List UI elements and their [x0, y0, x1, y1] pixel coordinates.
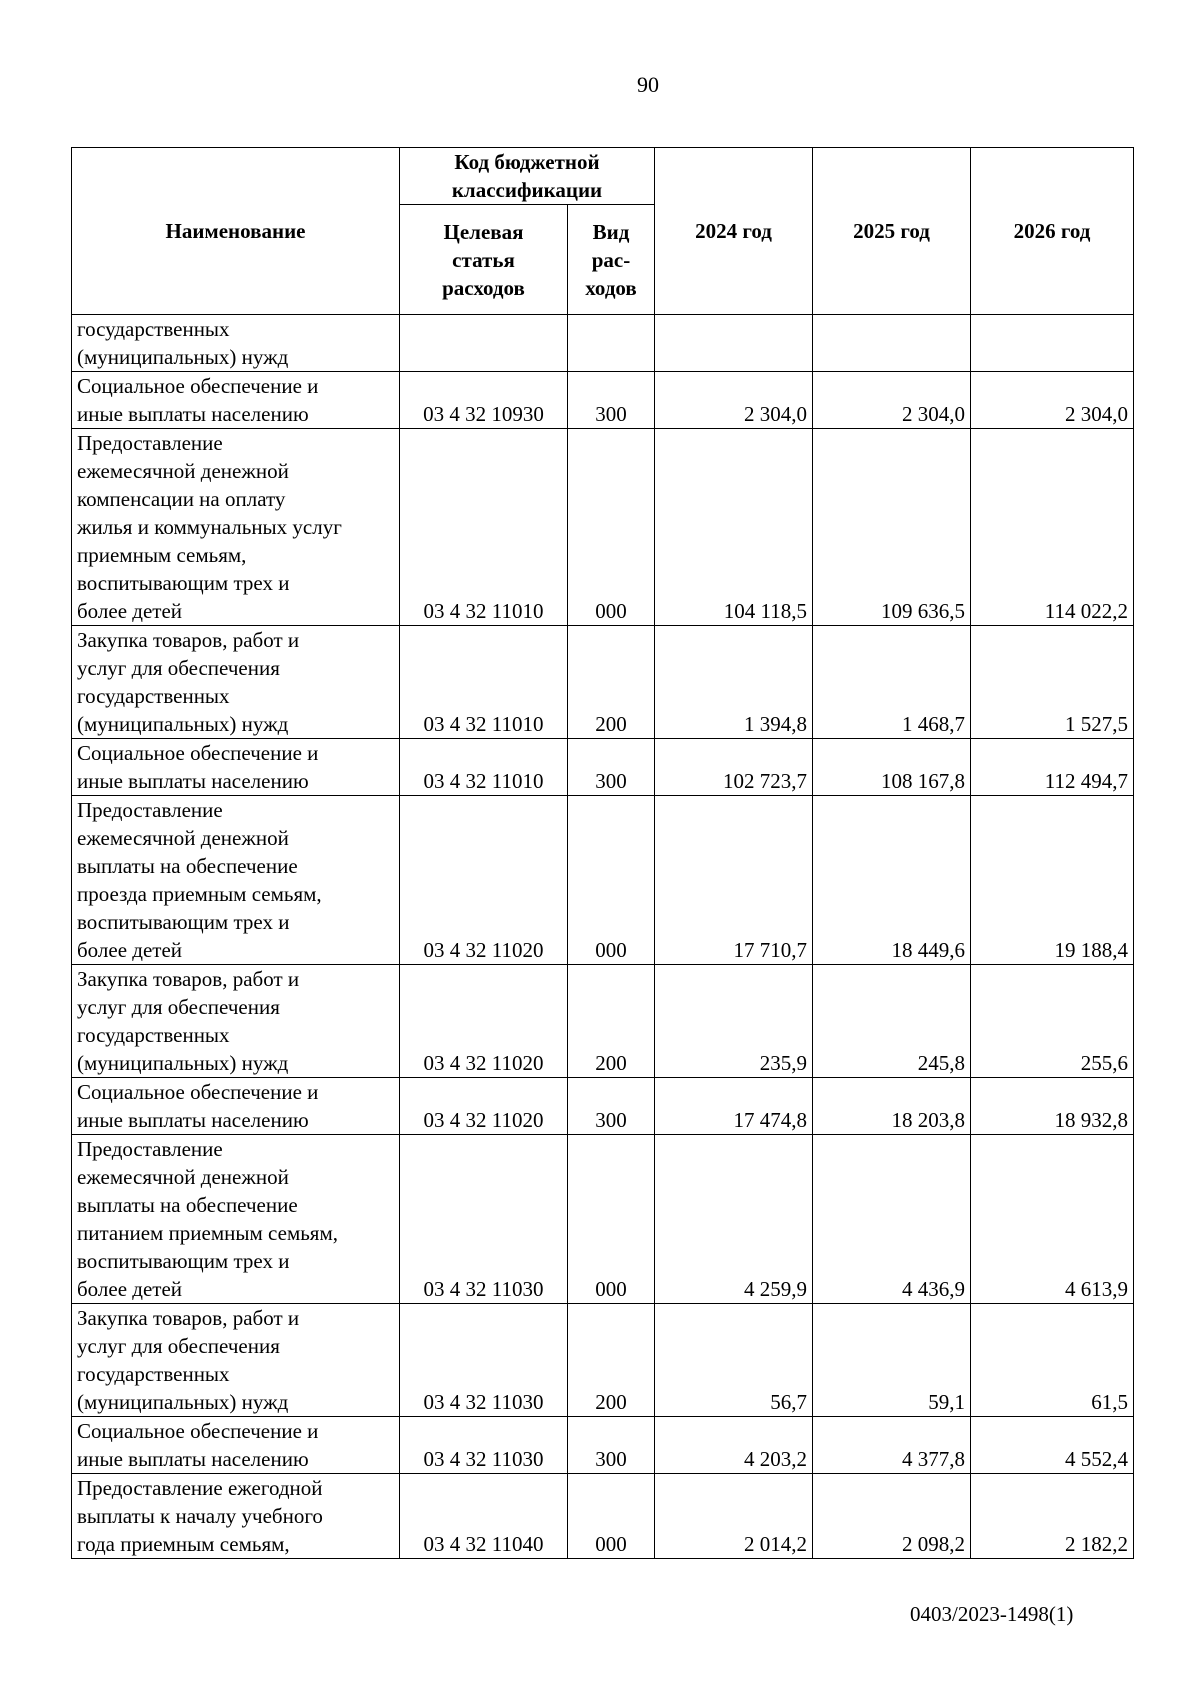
row-name-line: государственных — [77, 1023, 230, 1047]
row-name-line: выплаты на обеспечение — [77, 854, 298, 878]
row-value-2025: 4 436,9 — [813, 1135, 971, 1304]
row-name-line: Закупка товаров, работ и — [77, 967, 300, 991]
row-expense-type: 300 — [568, 739, 655, 796]
header-target-article-line: Целевая — [443, 219, 524, 244]
row-value-2025: 59,1 — [813, 1304, 971, 1417]
table-row — [72, 429, 1134, 626]
table-row — [72, 372, 1134, 429]
row-value-2024: 1 394,8 — [655, 626, 813, 739]
row-name-line: услуг для обеспечения — [77, 656, 280, 680]
row-target-article: 03 4 32 11030 — [400, 1135, 568, 1304]
row-value-2026: 2 304,0 — [971, 372, 1134, 429]
row-name-line: воспитывающим трех и — [77, 571, 290, 595]
header-code-group-line: классификации — [451, 178, 603, 202]
row-target-article: 03 4 32 11010 — [400, 739, 568, 796]
row-value-2026: 112 494,7 — [971, 739, 1134, 796]
header-code-group-line: Код бюджетной — [454, 150, 600, 174]
row-expense-type: 300 — [568, 1078, 655, 1135]
table-body — [72, 315, 1134, 1559]
row-expense-type: 300 — [568, 372, 655, 429]
row-value-2024: 2 304,0 — [655, 372, 813, 429]
row-name-line: Предоставление — [77, 1137, 223, 1161]
row-name-line: более детей — [77, 938, 183, 962]
row-name-line: Социальное обеспечение и — [77, 1080, 319, 1104]
row-expense-type: 000 — [568, 796, 655, 965]
row-name — [72, 1474, 400, 1559]
row-name-line: Закупка товаров, работ и — [77, 1306, 300, 1330]
row-value-2024 — [655, 315, 813, 372]
row-name — [72, 429, 400, 626]
row-name-line: государственных — [77, 1362, 230, 1386]
row-name — [72, 1135, 400, 1304]
row-name — [72, 626, 400, 739]
row-name-line: компенсации на оплату — [77, 487, 286, 511]
row-name — [72, 796, 400, 965]
row-value-2026: 18 932,8 — [971, 1078, 1134, 1135]
row-value-2026: 61,5 — [971, 1304, 1134, 1417]
row-value-2025: 2 098,2 — [813, 1474, 971, 1559]
row-name-line: иные выплаты населению — [77, 1447, 309, 1471]
row-name-line: Предоставление — [77, 798, 223, 822]
row-name-line: (муниципальных) нужд — [77, 345, 289, 369]
row-name-line: Предоставление — [77, 431, 223, 455]
row-name-line: Социальное обеспечение и — [77, 741, 319, 765]
row-name-line: Социальное обеспечение и — [77, 1419, 319, 1443]
table-row — [72, 965, 1134, 1078]
row-name-line: (муниципальных) нужд — [77, 1390, 289, 1414]
budget-table — [71, 147, 1134, 1559]
table-row — [72, 739, 1134, 796]
row-expense-type: 200 — [568, 1304, 655, 1417]
header-expense-type — [568, 205, 655, 315]
row-name-line: иные выплаты населению — [77, 1108, 309, 1132]
row-name-line: государственных — [77, 317, 230, 341]
row-target-article: 03 4 32 11010 — [400, 626, 568, 739]
row-target-article: 03 4 32 10930 — [400, 372, 568, 429]
row-name — [72, 315, 400, 372]
header-target-article-line: расходов — [442, 275, 525, 300]
header-expense-type-line: Вид — [592, 219, 630, 244]
page-number: 90 — [637, 72, 659, 97]
row-name-line: воспитывающим трех и — [77, 1249, 290, 1273]
row-expense-type — [568, 315, 655, 372]
table-row — [72, 1304, 1134, 1417]
row-name-line: Предоставление ежегодной — [77, 1476, 323, 1500]
row-value-2026: 114 022,2 — [971, 429, 1134, 626]
row-name — [72, 1304, 400, 1417]
table-row — [72, 315, 1134, 372]
row-value-2025 — [813, 315, 971, 372]
table-row — [72, 626, 1134, 739]
row-name-line: государственных — [77, 684, 230, 708]
row-value-2025: 18 203,8 — [813, 1078, 971, 1135]
table-row — [72, 1474, 1134, 1559]
row-target-article — [400, 315, 568, 372]
row-expense-type: 200 — [568, 965, 655, 1078]
row-value-2026: 4 552,4 — [971, 1417, 1134, 1474]
row-target-article: 03 4 32 11020 — [400, 1078, 568, 1135]
row-value-2026: 255,6 — [971, 965, 1134, 1078]
row-name-line: питанием приемным семьям, — [77, 1221, 339, 1245]
row-name-line: (муниципальных) нужд — [77, 1051, 289, 1075]
row-name-line: жилья и коммунальных услуг — [77, 515, 342, 539]
row-target-article: 03 4 32 11020 — [400, 796, 568, 965]
table-row — [72, 1417, 1134, 1474]
row-value-2024: 4 203,2 — [655, 1417, 813, 1474]
row-target-article: 03 4 32 11010 — [400, 429, 568, 626]
row-name-line: иные выплаты населению — [77, 769, 309, 793]
header-name: Наименование — [72, 148, 400, 315]
row-value-2026: 19 188,4 — [971, 796, 1134, 965]
row-name-line: Социальное обеспечение и — [77, 374, 319, 398]
header-expense-type-line: рас- — [591, 247, 631, 272]
table-row — [72, 1135, 1134, 1304]
row-name-line: ежемесячной денежной — [77, 826, 289, 850]
header-year-2025: 2025 год — [813, 148, 971, 315]
row-name-line: (муниципальных) нужд — [77, 712, 289, 736]
row-target-article: 03 4 32 11030 — [400, 1304, 568, 1417]
row-value-2024: 17 710,7 — [655, 796, 813, 965]
row-name-line: Закупка товаров, работ и — [77, 628, 300, 652]
row-value-2025: 18 449,6 — [813, 796, 971, 965]
row-name-line: ежемесячной денежной — [77, 1165, 289, 1189]
row-name-line: проезда приемным семьям, — [77, 882, 322, 906]
header-target-article — [400, 205, 568, 315]
row-target-article: 03 4 32 11030 — [400, 1417, 568, 1474]
row-name-line: более детей — [77, 599, 183, 623]
row-name — [72, 965, 400, 1078]
row-value-2024: 102 723,7 — [655, 739, 813, 796]
row-value-2026 — [971, 315, 1134, 372]
row-name-line: более детей — [77, 1277, 183, 1301]
row-name-line: года приемным семьям, — [77, 1532, 290, 1556]
row-expense-type: 000 — [568, 429, 655, 626]
row-name-line: выплаты к началу учебного — [77, 1504, 323, 1528]
header-expense-type-line: ходов — [585, 275, 637, 300]
row-name-line: услуг для обеспечения — [77, 1334, 280, 1358]
row-value-2024: 104 118,5 — [655, 429, 813, 626]
table-row — [72, 796, 1134, 965]
header-year-2024: 2024 год — [655, 148, 813, 315]
table-row — [72, 1078, 1134, 1135]
row-value-2024: 56,7 — [655, 1304, 813, 1417]
row-name — [72, 1078, 400, 1135]
row-name-line: иные выплаты населению — [77, 402, 309, 426]
row-expense-type: 200 — [568, 626, 655, 739]
row-name — [72, 1417, 400, 1474]
row-expense-type: 000 — [568, 1474, 655, 1559]
row-value-2025: 108 167,8 — [813, 739, 971, 796]
row-value-2026: 4 613,9 — [971, 1135, 1134, 1304]
row-value-2025: 245,8 — [813, 965, 971, 1078]
document-number: 0403/2023-1498(1) — [910, 1602, 1074, 1626]
row-value-2026: 1 527,5 — [971, 626, 1134, 739]
row-name-line: приемным семьям, — [77, 543, 247, 567]
row-target-article: 03 4 32 11020 — [400, 965, 568, 1078]
row-value-2024: 235,9 — [655, 965, 813, 1078]
row-name-line: ежемесячной денежной — [77, 459, 289, 483]
row-value-2025: 4 377,8 — [813, 1417, 971, 1474]
row-name — [72, 372, 400, 429]
row-value-2025: 109 636,5 — [813, 429, 971, 626]
row-value-2025: 1 468,7 — [813, 626, 971, 739]
row-expense-type: 300 — [568, 1417, 655, 1474]
row-expense-type: 000 — [568, 1135, 655, 1304]
header-code-group — [400, 148, 655, 205]
row-name-line: выплаты на обеспечение — [77, 1193, 298, 1217]
row-target-article: 03 4 32 11040 — [400, 1474, 568, 1559]
row-value-2025: 2 304,0 — [813, 372, 971, 429]
row-name-line: воспитывающим трех и — [77, 910, 290, 934]
header-year-2026: 2026 год — [971, 148, 1134, 315]
row-value-2024: 4 259,9 — [655, 1135, 813, 1304]
table-header — [72, 148, 1134, 315]
row-name — [72, 739, 400, 796]
header-target-article-line: статья — [452, 247, 515, 272]
row-value-2024: 17 474,8 — [655, 1078, 813, 1135]
row-name-line: услуг для обеспечения — [77, 995, 280, 1019]
row-value-2026: 2 182,2 — [971, 1474, 1134, 1559]
row-value-2024: 2 014,2 — [655, 1474, 813, 1559]
